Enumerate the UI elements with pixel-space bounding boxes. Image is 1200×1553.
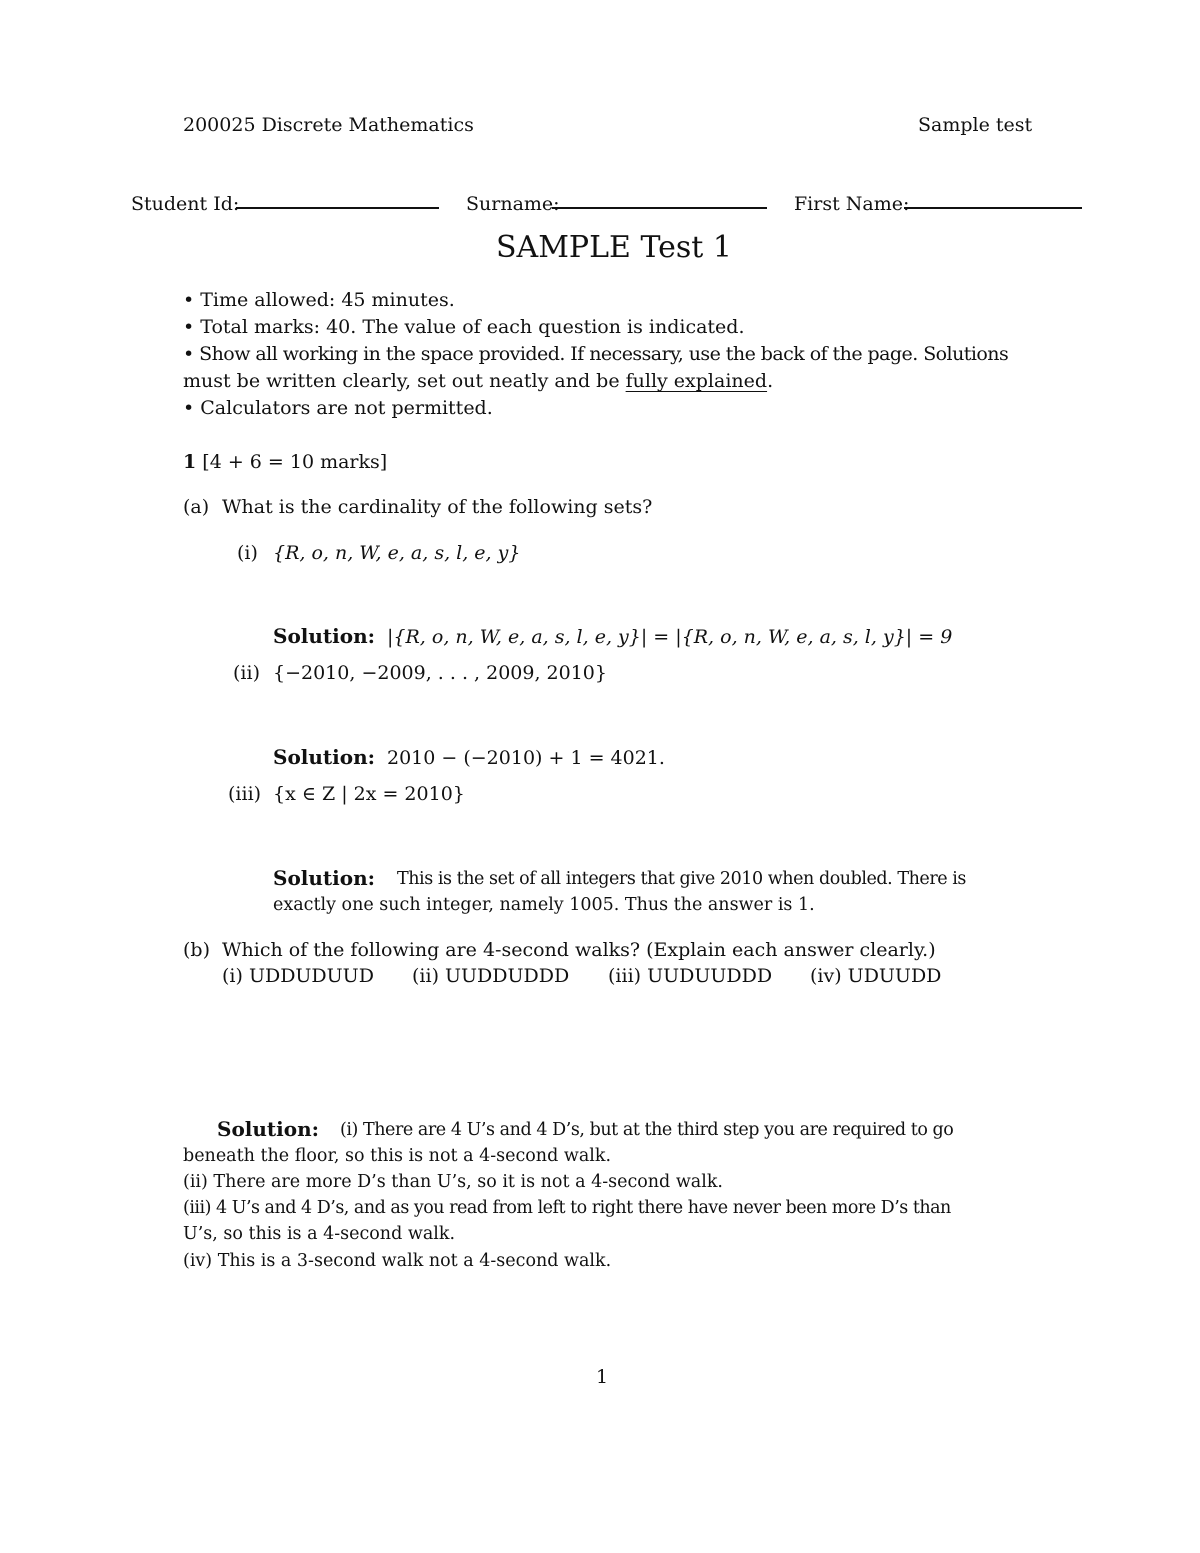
item-iii-set: {x ∈ Z | 2x = 2010} — [273, 783, 465, 805]
instruction-working-cont: must be written clearly, set out neatly and be fully explained. — [183, 370, 774, 392]
solution-label: Solution: — [217, 1117, 320, 1141]
instruction-calculators: • Calculators are not permitted. — [183, 397, 493, 419]
solution-label: Solution: — [273, 745, 376, 769]
part-b-solution: (ii) There are more D’s than U’s, so it is not a 4-second walk. — [183, 1172, 723, 1192]
surname-label: Surname: — [466, 193, 560, 215]
first-name-blank — [904, 207, 1082, 209]
part-b-solution: (iii) 4 U’s and 4 D’s, and as you read from left to right there have never been more D’s than — [183, 1198, 951, 1218]
instruction-marks: • Total marks: 40. The value of each question is indicated. — [183, 316, 745, 338]
part-b-solution: U’s, so this is a 4-second walk. — [183, 1224, 456, 1244]
question-heading: 1 [4 + 6 = 10 marks] — [183, 451, 388, 473]
course-title: 200025 Discrete Mathematics — [183, 114, 474, 136]
student-id-blank — [236, 207, 439, 209]
page-number: 1 — [596, 1366, 609, 1388]
part-b-solution: (i) There are 4 U’s and 4 D’s, but at the third step you are required to go — [340, 1120, 954, 1140]
item-iii-solution: This is the set of all integers that give 2010 when doubled. There is — [397, 869, 966, 889]
walk-option: (iv) UDUUDD — [810, 965, 942, 987]
instruction-time: • Time allowed: 45 minutes. — [183, 289, 455, 311]
solution-label: Solution: — [273, 624, 376, 648]
item-ii-label: (ii) — [233, 662, 260, 684]
walk-option: (ii) UUDDUDDD — [412, 965, 570, 987]
item-iii-label: (iii) — [228, 783, 262, 805]
item-ii-set: {−2010, −2009, . . . , 2009, 2010} — [273, 662, 607, 684]
item-i-solution: |{R, o, n, W, e, a, s, l, e, y}| = |{R, o, n, W, e, a, s, l, y}| = 9 — [387, 626, 953, 648]
first-name-label: First Name: — [794, 193, 910, 215]
item-iii-solution-cont: exactly one such integer, namely 1005. Thus the answer is 1. — [273, 895, 815, 915]
part-a-text: What is the cardinality of the following sets? — [222, 496, 653, 518]
walk-option: (i) UDDUDUUD — [222, 965, 374, 987]
surname-blank — [552, 207, 767, 209]
document-type: Sample test — [918, 114, 1033, 136]
item-ii-solution: 2010 − (−2010) + 1 = 4021. — [387, 747, 665, 769]
item-i-set: {R, o, n, W, e, a, s, l, e, y} — [273, 542, 521, 564]
fully-explained-emphasis: fully explained — [625, 370, 768, 392]
part-b-label: (b) — [183, 939, 210, 961]
page-title: SAMPLE Test 1 — [496, 230, 732, 265]
part-b-text: Which of the following are 4-second walks? (Explain each answer clearly.) — [222, 939, 936, 961]
part-a-label: (a) — [183, 496, 210, 518]
solution-label: Solution: — [273, 866, 376, 890]
walk-option: (iii) UUDUUDDD — [608, 965, 773, 987]
part-b-solution: beneath the floor, so this is not a 4-second walk. — [183, 1146, 612, 1166]
part-b-solution: (iv) This is a 3-second walk not a 4-second walk. — [183, 1251, 612, 1271]
student-id-label: Student Id: — [131, 193, 240, 215]
instruction-working: • Show all working in the space provided. If necessary, use the back of the page. Solutions — [183, 343, 1009, 365]
item-i-label: (i) — [237, 542, 258, 564]
